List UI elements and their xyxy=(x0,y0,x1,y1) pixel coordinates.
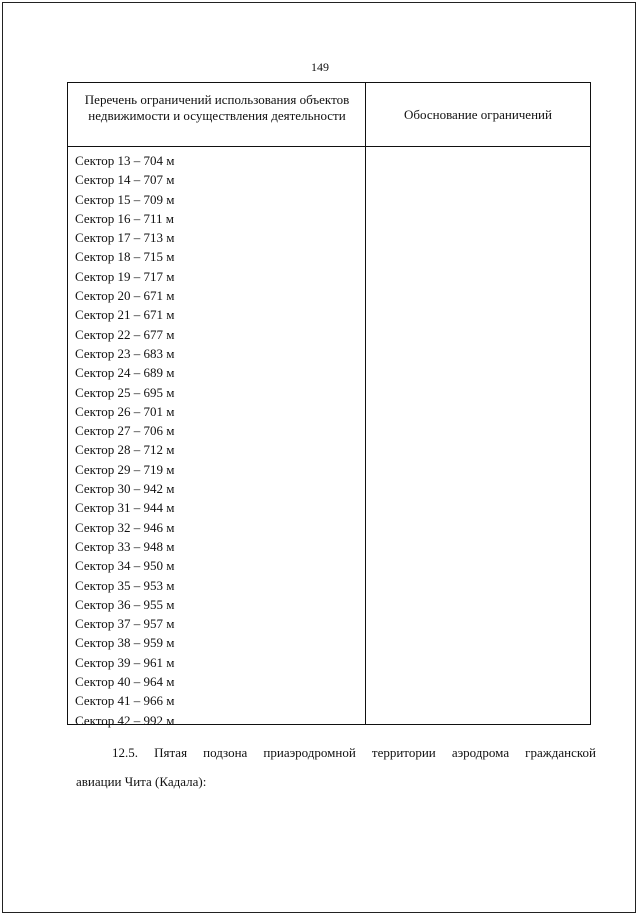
column-divider xyxy=(365,83,366,724)
paragraph-first-line: 12.5. Пятая подзона приаэродромной территории аэродрома гражданской xyxy=(112,745,596,760)
table-row: Сектор 23 – 683 м xyxy=(75,345,175,361)
paragraph-second-line: авиации Чита (Кадала): xyxy=(76,774,207,789)
table-row: Сектор 14 – 707 м xyxy=(75,172,175,188)
column-header-restrictions: Перечень ограничений использования объектов недвижимости и осуществления деятельности xyxy=(84,92,350,123)
header-divider xyxy=(68,146,590,147)
table-row: Сектор 37 – 957 м xyxy=(75,616,175,632)
table-row: Сектор 20 – 671 м xyxy=(75,288,175,304)
table-row: Сектор 34 – 950 м xyxy=(75,558,175,574)
table-row: Сектор 25 – 695 м xyxy=(75,384,175,400)
table-row: Сектор 40 – 964 м xyxy=(75,674,175,690)
table-row: Сектор 24 – 689 м xyxy=(75,365,175,381)
table-row: Сектор 33 – 948 м xyxy=(75,538,175,554)
table-row: Сектор 26 – 701 м xyxy=(75,403,175,419)
table-row: Сектор 42 – 992 м xyxy=(75,712,175,728)
table-row: Сектор 32 – 946 м xyxy=(75,519,175,535)
table-row: Сектор 22 – 677 м xyxy=(75,326,175,342)
table-row: Сектор 30 – 942 м xyxy=(75,481,175,497)
page-number: 149 xyxy=(311,60,329,74)
table-row: Сектор 29 – 719 м xyxy=(75,461,175,477)
table-row: Сектор 36 – 955 м xyxy=(75,596,175,612)
table-row: Сектор 35 – 953 м xyxy=(75,577,175,593)
table-row: Сектор 27 – 706 м xyxy=(75,423,175,439)
restrictions-table xyxy=(67,82,591,728)
table-row: Сектор 17 – 713 м xyxy=(75,230,175,246)
table-row: Сектор 41 – 966 м xyxy=(75,693,175,709)
sector-list xyxy=(75,151,174,730)
table-row: Сектор 39 – 961 м xyxy=(75,654,175,670)
table-row: Сектор 18 – 715 м xyxy=(75,249,175,265)
table-row: Сектор 16 – 711 м xyxy=(75,210,174,226)
column-header-justification: Обоснование ограничений xyxy=(404,107,552,122)
table-row: Сектор 21 – 671 м xyxy=(75,307,175,323)
table-row: Сектор 38 – 959 м xyxy=(75,635,175,651)
table-row: Сектор 31 – 944 м xyxy=(75,500,175,516)
table-row: Сектор 15 – 709 м xyxy=(75,191,175,207)
table-row: Сектор 19 – 717 м xyxy=(75,268,175,284)
table-row: Сектор 28 – 712 м xyxy=(75,442,175,458)
table-row: Сектор 13 – 704 м xyxy=(75,153,175,168)
